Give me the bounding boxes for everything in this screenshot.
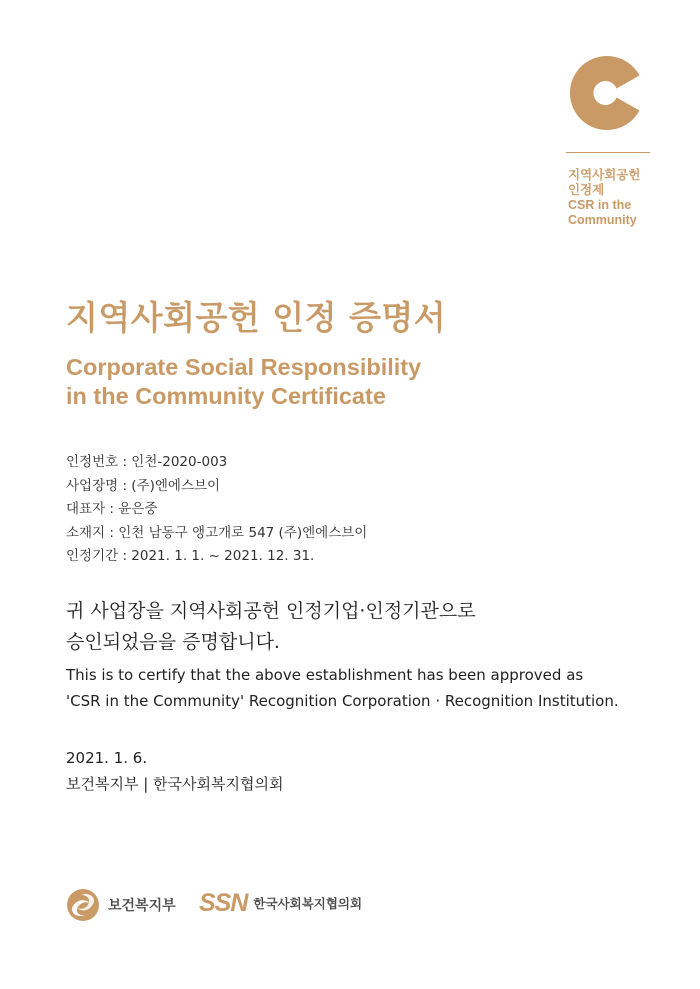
title-english-line: Corporate Social Responsibility <box>66 354 422 380</box>
brand-divider <box>566 152 650 153</box>
brand-line: 인정제 <box>568 183 605 197</box>
ssn-label: 한국사회복지협의회 <box>253 896 363 911</box>
issue-date: 2021. 1. 6. <box>66 749 148 767</box>
info-address: 소재지 : 인천 남동구 앵고개로 547 (주)엔에스브이 <box>66 524 368 541</box>
certificate-info <box>66 451 367 569</box>
issue-block <box>66 745 283 797</box>
ssn-logo <box>199 884 362 922</box>
csr-c-logo-icon <box>566 50 650 136</box>
brand-line: 지역사회공헌 <box>568 168 641 182</box>
mohw-label: 보건복지부 <box>108 898 176 914</box>
page-title-korean: 지역사회공헌 인정 증명서 <box>66 298 447 337</box>
issuers: 보건복지부 | 한국사회복지협의회 <box>66 775 284 793</box>
statement-english-line: This is to certify that the above establishment has been approved as <box>66 666 584 684</box>
mohw-emblem-icon <box>66 888 100 922</box>
ssn-mark: SSN <box>199 888 248 917</box>
info-business-name: 사업장명 : (주)엔에스브이 <box>66 477 221 494</box>
brand-text <box>568 168 688 228</box>
page-title-english <box>66 353 421 411</box>
brand-line: CSR in the <box>568 198 632 212</box>
brand-line: Community <box>568 213 637 227</box>
statement-korean <box>66 596 476 658</box>
info-certification-period: 인정기간 : 2021. 1. 1. ~ 2021. 12. 31. <box>66 548 315 564</box>
statement-english-line: 'CSR in the Community' Recognition Corporation · Recognition Institution. <box>66 692 619 710</box>
mohw-logo <box>66 888 176 922</box>
title-english-line: in the Community Certificate <box>66 383 386 409</box>
statement-korean-line: 귀 사업장을 지역사회공헌 인정기업·인정기관으로 <box>66 600 476 622</box>
statement-korean-line: 승인되었음을 증명합니다. <box>66 631 280 653</box>
info-representative: 대표자 : 윤은중 <box>66 501 158 517</box>
statement-english <box>66 662 619 714</box>
info-certification-number: 인정번호 : 인천-2020-003 <box>66 454 228 470</box>
